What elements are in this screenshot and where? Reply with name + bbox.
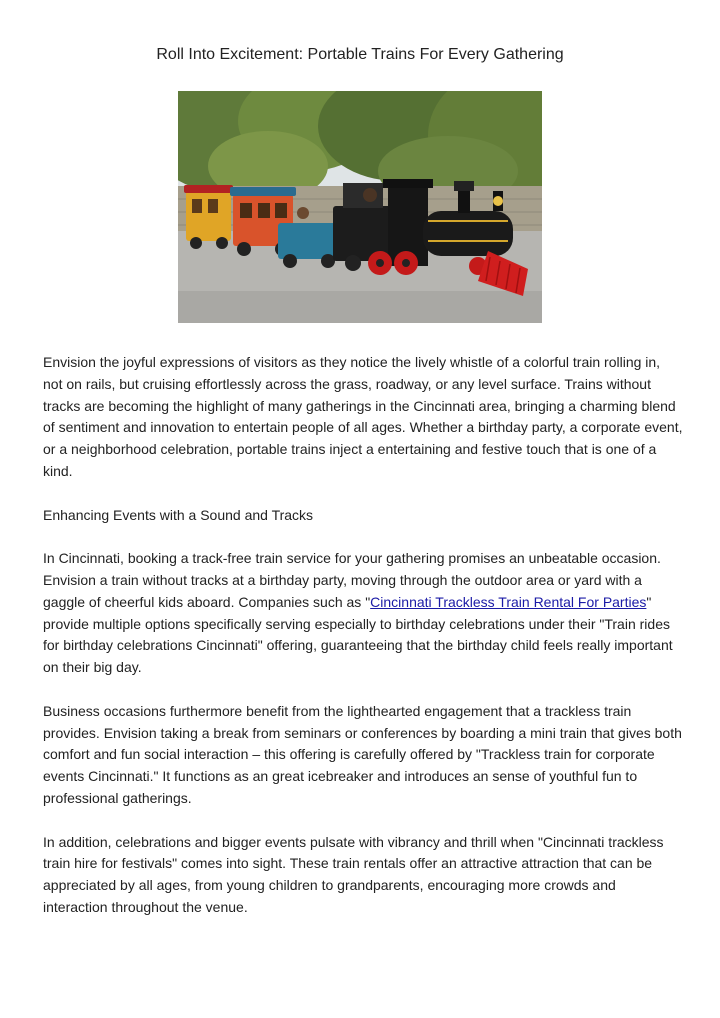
paragraph-festivals: In addition, celebrations and bigger events pulsate with vibrancy and thrill when "Cincinnati trackless train hire for festivals" comes into sight. These train rentals offer an attractive attraction that can be appreciated by all ages, from young children to grandparents, encouraging more crowds and interaction throughout the venue.: [43, 833, 664, 915]
paragraph-birthday-start: In Cincinnati, booking a track-free train service for your gathering promises an unbeatable occasion. Envision a train without tracks at a birthday party, moving through the outdoor area or yard with a gaggle of cheerful kids aboard. Companies such as ": [43, 550, 661, 610]
paragraph-corporate: Business occasions furthermore benefit from the lighthearted engagement that a trackless train provides. Envision taking a break from seminars or conferences by boarding a mini train that gives both comfort and fun social interaction – this offering is carefully offered by "Trackless train for corporate events Cincinnati." It functions as an great icebreaker and introduces an sense of youthful fun to professional gatherings.: [43, 702, 682, 806]
train-illustration: [178, 91, 542, 323]
section-heading: Enhancing Events with a Sound and Tracks: [43, 506, 314, 523]
train-photo: [178, 91, 542, 323]
paragraph-birthday: [43, 548, 683, 679]
article-body: [43, 352, 683, 941]
page-title: Roll Into Excitement: Portable Trains For Every Gathering: [156, 46, 564, 63]
paragraph-intro: Envision the joyful expressions of visitors as they notice the lively whistle of a colorful train rolling in, not on rails, but cruising effortlessly across the grass, roadway, or any level surface. Trains without tracks are becoming the highlight of many gatherings in the Cincinnati area, bringing a charming blend of sentiment and innovation to entertain people of all ages. Whether a birthday party, a corporate event, or a neighborhood celebration, portable trains inject a entertaining and festive touch that is one of a kind.: [43, 354, 683, 479]
paragraph-birthday-end: " provide multiple options specifically serving especially to birthday celebrations under their "Train rides for birthday celebrations Cincinnati" offering, guaranteeing that the birthday child feels really important on their big day.: [43, 593, 673, 676]
rental-link[interactable]: Cincinnati Trackless Train Rental For Parties: [370, 593, 647, 610]
